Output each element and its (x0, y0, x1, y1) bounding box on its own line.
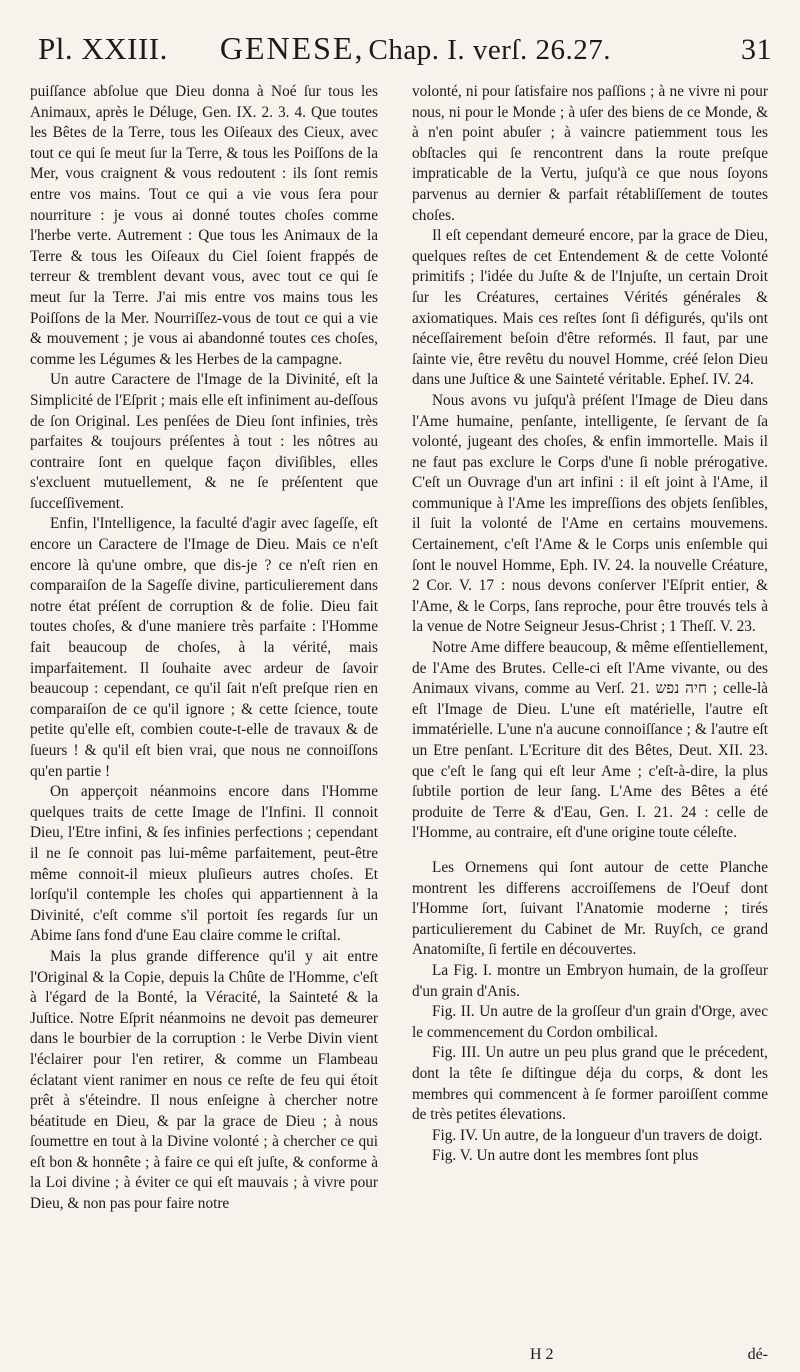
page-number: 31 (741, 33, 772, 66)
plate-number: Pl. XXIII. (38, 31, 168, 66)
running-header (38, 30, 772, 70)
figure-caption: Fig. V. Un autre dont les membres ſont plus (432, 1147, 699, 1165)
figure-caption: Fig. III. Un autre un peu plus grand que le précedent, dont la tête ſe diſtingue déja du corps, & dont les membres qui commencent à ſe former paroiſſent comme de très petites élevations. (412, 1044, 768, 1124)
figure-caption: La Fig. I. montre un Embryon humain, de la groſſeur d'un grain d'Anis. (412, 961, 768, 1000)
book-title: GENESE, (219, 30, 365, 66)
figure-caption: Fig. II. Un autre de la groſſeur d'un grain d'Orge, avec le commencement du Cordon ombilical. (412, 1003, 768, 1041)
paragraph: Les Ornemens qui ſont autour de cette Planche montrent les differens accroiſſemens de l'Oeuf dont l'Homme ſort, ſuivant l'Anatomie moderne ; tirés particulierement du Cabinet de Mr. Ruyſch, ce grand Anatomiſte, ſi fertile en découvertes. (412, 858, 768, 959)
figure-caption: Fig. IV. Un autre, de la longueur d'un travers de doigt. (432, 1126, 763, 1144)
chapter-reference: Chap. I. verſ. 26.27. (368, 34, 611, 66)
paragraph: volonté, ni pour ſatisfaire nos paſſions ; à ne vivre ni pour nous, ni pour le Monde ; à uſer des biens de ce Monde, & à n'en point abuſer ; à vaincre patiemment tous les obſtacles qui ſe rencontrent dans la route preſque impraticable de la Vertu, juſqu'à ce que nous ſoyons parvenus au dernier & parfait rétabliſſement de toutes choſes. (412, 83, 768, 224)
paragraph: Mais la plus grande difference qu'il y ait entre l'Original & la Copie, depuis la Chûte de l'Homme, c'eſt à l'égard de la Bonté, la Véracité, la Sainteté & la Juſtice. Notre Eſprit néanmoins ne devoit pas demeurer dans le bourbier de la corruption : le Verbe Divin vient l'éclairer pour l'en retirer, & comme un Flambeau éclatant vient ranimer en nous ce reſte de feu qui étoit prêt à s'éteindre. Il nous enſeigne à chercher notre béatitude en Dieu, & par la grace de Dieu ; à nous ſoumettre en tout à la Divine volonté ; à chercher ce qui eſt bon & honnête ; à faire ce qui eſt juſte, & conforme à la Loi divine ; à éviter ce qui eſt mauvais ; à vivre pour Dieu, & non pas pour faire notre (30, 947, 378, 1213)
paragraph: Il eſt cependant demeuré encore, par la grace de Dieu, quelques reſtes de cet Entendement & de cette Volonté primitifs ; l'idée du Juſte & de l'Injuſte, un certain Droit ſur les Créatures, certaines Vérités générales & axiomatiques. Mais ces reſtes ſont ſi défigurés, qu'ils ont néceſſairement beſoin d'être reformés. Il faut, par une ſainte vie, être revêtu du nouvel Homme, créé ſelon Dieu dans une Juſtice & une Sainteté véritable. Epheſ. IV. 24. (412, 227, 768, 389)
paragraph: Notre Ame differe beaucoup, & même eſſentiellement, de l'Ame des Brutes. Celle-ci eſt l'Ame vivante, ou des Animaux vivans, comme au Verſ. 21. חיה נפש ; celle-là eſt l'Image de Dieu. L'une eſt matérielle, l'autre eſt immatérielle. L'une n'a aucune connoiſſance ; & l'autre eſt un Etre penſant. L'Ecriture dit des Bêtes, Deut. XII. 23. que c'eſt le ſang qui eſt leur Ame ; c'eſt-à-dire, la plus ſubtile portion de leur ſang. L'Ame des Bêtes a été produite de Terre & d'Eau, Gen. I. 21. 24 : celle de l'Homme, au contraire, eſt d'une origine toute céleſte. (412, 639, 768, 842)
signature-mark: H 2 (530, 1346, 554, 1363)
paragraph: puiſſance abſolue que Dieu donna à Noé ſur tous les Animaux, après le Déluge, Gen. IX. 2. 3. 4. Que toutes les Bêtes de la Terre, tous les Oiſeaux des Cieux, avec tout ce qui ſe meut ſur la Terre, & tous les Poiſſons de la Mer, vous craignent & vous redoutent : ils ſont remis entre vos mains. Tout ce qui a vie vous ſera pour nourriture : je vous ai donné toutes choſes comme l'herbe verte. Autrement : Que tous les Animaux de la Terre & tous les Oiſeaux du Ciel ſoient frappés de terreur & tremblent devant vous, avec tout ce qui ſe meut ſur la Terre. J'ai mis entre vos mains tous les Poiſſons de la Mer. Nourriſſez-vous de tout ce qui a vie & mouvement ; je vous ai abandonné toutes ces choſes, comme les Légumes & les Herbes de la campagne. (30, 83, 378, 368)
paragraph: On apperçoit néanmoins encore dans l'Homme quelques traits de cette Image de l'Infini. Il connoit Dieu, l'Etre infini, & ſes infinies perfections ; cependant il ne ſe connoit pas lui-même parfaitement, peut-être même connoit-il mieux pluſieurs autres choſes. Et lorſqu'il contemple les choſes qui appartiennent à la Divinité, c'eſt comme s'il portoit ſes regards ſur un Abime ſans fond d'une Eau claire comme le criſtal. (30, 783, 378, 945)
right-column (412, 82, 768, 1167)
paragraph: Enfin, l'Intelligence, la faculté d'agir avec ſageſſe, eſt encore un Caractere de l'Image de Dieu. Mais ce n'eſt encore là qu'une ombre, que dis-je ? ce n'eſt rien en comparaiſon de la Sageſſe divine, particulierement dans notre état préſent de corruption & de folie. Dieu fait toutes choſes, & d'une maniere très parfaite : l'Homme fait beaucoup de choſes, à la vérité, mais imparfaitement. Il ſouhaite avec ardeur de ſavoir beaucoup : cependant, ce qu'il ſait n'eſt preſque rien en comparaiſon de ce qu'il ignore ; & cette ſcience, toute petite qu'elle eſt, combien coute-t-elle de travaux & de ſueurs ! & qu'il eſt bien vrai, que nous ne connoiſſons qu'en partie ! (30, 515, 378, 780)
left-column (30, 82, 378, 1215)
paragraph: Nous avons vu juſqu'à préſent l'Image de Dieu dans l'Ame humaine, penſante, intelligente, ſe ſervant de ſa volonté, jugeant des choſes, & enfin immortelle. Mais il ne faut pas exclure le Corps d'une ſi noble prérogative. C'eſt un Ouvrage d'un art infini : il eſt joint à l'Ame, il communique à l'Ame les impreſſions des objets ſenſibles, il ſuit la volonté de l'Ame en certains mouvemens. Certainement, c'eſt l'Ame & le Corps unis enſemble qui ſont le nouvel Homme, Eph. IV. 24. la nouvelle Créature, 2 Cor. V. 17 : nous devons conſerver l'Eſprit entier, & l'Ame, & le Corps, ſans reproche, pour être trouvés tels à la venue de Notre Seigneur Jesus-Christ ; 1 Theſſ. V. 23. (412, 391, 768, 636)
paragraph: Un autre Caractere de l'Image de la Divinité, eſt la Simplicité de l'Eſprit ; mais elle eſt infiniment au-deſſous de ſon Original. Les penſées de Dieu ſont infinies, très parfaites & toujours préſentes à tout : les nôtres au contraire ſont en quelque façon diviſibles, elles s'excluent mutuellement, & ne ſe préſentent que ſucceſſivement. (30, 371, 378, 512)
catchword: dé- (747, 1346, 768, 1363)
page-footer (412, 1346, 768, 1364)
